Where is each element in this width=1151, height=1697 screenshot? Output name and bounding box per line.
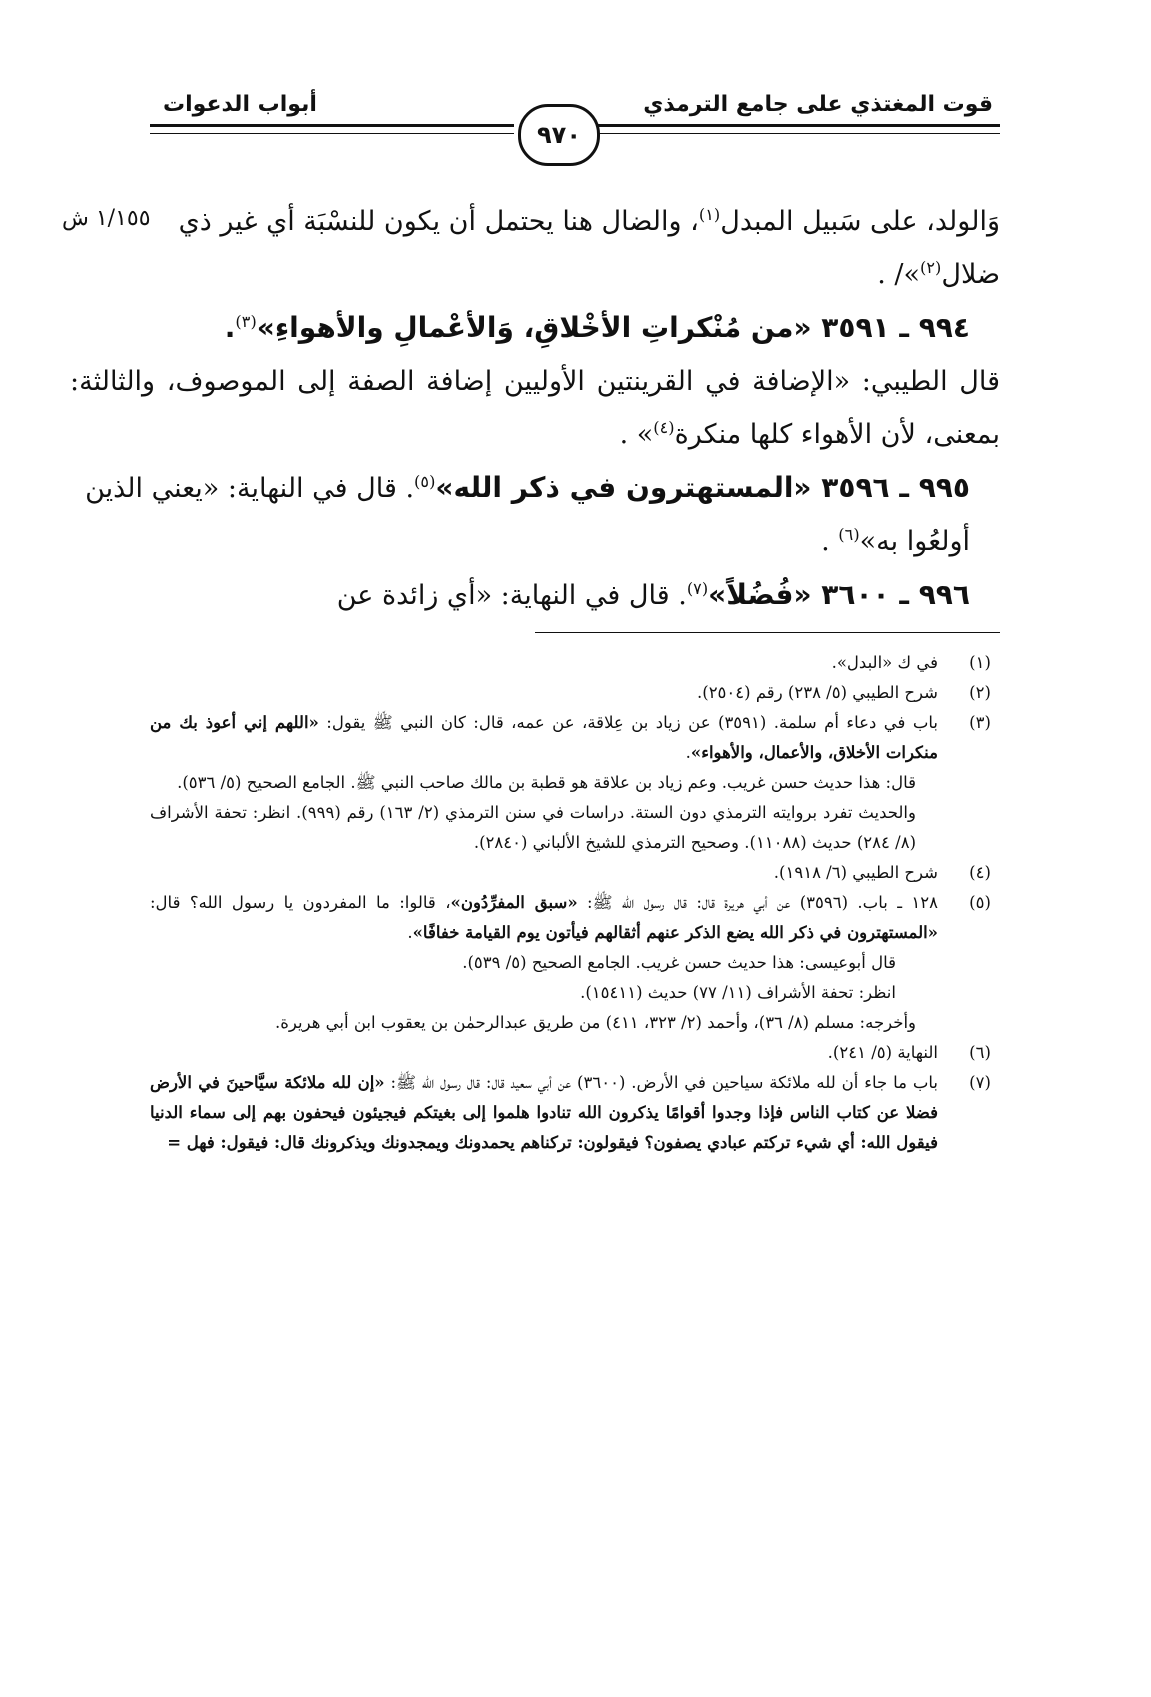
footnote-5 (150, 888, 1000, 1038)
footnote-text: وأخرجه: مسلم (٨/ ٣٦)، وأحمد (٢/ ٣٢٣، ٤١١) من طريق عبدالرحمٰن بن يعقوب ابن أبي هريرة. (275, 1013, 916, 1032)
note-ref: (٢) (919, 258, 942, 277)
header-rule-left-thin (150, 133, 514, 134)
paragraph-continuation (70, 195, 1000, 301)
footnote-4 (150, 858, 1000, 888)
text: . (685, 743, 691, 762)
header-rule-right-thin (598, 133, 1000, 134)
section-title: أبواب الدعوات (163, 92, 317, 117)
note-ref: (٤) (653, 418, 675, 437)
entry-995 (70, 461, 1000, 568)
page-number: ٩٧٠ (518, 104, 600, 166)
note-ref: (١) (698, 205, 721, 224)
footnote-6 (150, 1038, 1000, 1068)
text: . قال في النهاية: «يعني الذين أولعُوا به» (85, 473, 970, 557)
book-title: قوت المغتذي على جامع الترمذي (643, 92, 993, 117)
footnote-number: (٢) (969, 683, 991, 702)
footnote-2 (150, 678, 1000, 708)
footnote-number: (٣) (969, 713, 991, 732)
footnote-text: في ك «البدل». (831, 653, 938, 672)
header-rule-left (150, 124, 514, 127)
footnote-number: (٦) (969, 1043, 991, 1062)
text: . (407, 923, 413, 942)
header-rule-right (598, 124, 1000, 127)
footnote-3 (150, 708, 1000, 858)
footnote-text: قال أبوعيسى: هذا حديث حسن غريب. الجامع الصحيح (٥/ ٥٣٩). (462, 953, 896, 972)
footnote-text: شرح الطيبي (٥/ ٢٣٨) رقم (٢٥٠٤). (697, 683, 938, 702)
entry-heading: ٩٩٦ ـ ٣٦٠٠ «فُضُلاً» (708, 578, 970, 611)
footnote-number: (٤) (969, 863, 991, 882)
text: »/ . (877, 259, 920, 290)
entry-996 (70, 568, 1000, 622)
footnote-number: (٥) (969, 893, 991, 912)
note-ref: (٥) (414, 472, 436, 491)
footnote-1 (150, 648, 1000, 678)
text: ، والضال هنا يحتمل أن يكون للنسْبَة أي غير ذي ضلال (178, 206, 1000, 290)
text: باب في دعاء أم سلمة. (٣٥٩١) عن زياد بن عِلاقة، عن عمه، قال: كان النبي ﷺ يقول: (318, 713, 938, 732)
hadith-quote: «إن لله ملائكة سيَّاحينَ في الأرض فضلا عن كتاب الناس فإذا وجدوا أقوامًا يذكرون الله تنادوا هلموا إلى بغيتكم فيجيئون فيحفون بهم إلى سماء الدنيا فيقول الله: أي شيء تركتم عبادي يصفون؟ فيقولون: تركناهم يحمدونك ويمجدونك ويذكرونك قال: فيقول: فهل = (150, 1073, 938, 1152)
footnote-text (150, 888, 938, 948)
entry-heading: ٩٩٥ ـ ٣٥٩٦ «المستهترون في ذكر الله» (435, 471, 970, 504)
footnote-text (150, 708, 938, 768)
hadith-quote: «اللهم إني أعوذ بك من منكرات الأخلاق، والأعمال، والأهواء» (150, 713, 938, 762)
footnote-text: النهاية (٥/ ٢٤١). (827, 1043, 938, 1062)
hadith-quote: «المستهترون في ذكر الله يضع الذكر عنهم أثقالهم فيأتون يوم القيامة خفافًا» (412, 923, 938, 942)
footnotes (150, 648, 1000, 1158)
main-text (70, 195, 1000, 622)
entry-heading: ٩٩٤ ـ ٣٥٩١ «من مُنْكراتِ الأخْلاقِ، وَالأعْمالِ والأهواءِ» (256, 311, 970, 344)
commentary-994 (70, 355, 1000, 461)
text: باب ما جاء أن لله ملائكة سياحين في الأرض. (٣٦٠٠) عن أبي سعيد قال: قال رسول الله ﷺ: (384, 1073, 938, 1092)
text: قال الطيبي: «الإضافة في القرينتين الأوليين إضافة الصفة إلى الموصوف، والثالثة: بمعنى، لأن الأهواء كلها منكرة (70, 366, 1001, 450)
hadith-quote: «سبق المفرِّدُون» (450, 893, 578, 912)
footnote-text: شرح الطيبي (٦/ ١٩١٨). (773, 863, 938, 882)
text: وَالولد، على سَبيل المبدل (720, 206, 1000, 237)
note-ref: (٦) (838, 525, 860, 544)
footnote-text: قال: هذا حديث حسن غريب. وعم زياد بن علاقة هو قطبة بن مالك صاحب النبي ﷺ. الجامع الصحيح (٥/ ٥٣٦). (177, 773, 916, 792)
margin-note: ١/١٥٥ ش (62, 206, 151, 231)
text: ، قالوا: ما المفردون يا رسول الله؟ قال: (150, 893, 451, 912)
footnote-number: (٧) (969, 1073, 991, 1092)
note-ref: (٣) (235, 312, 257, 331)
entry-994 (70, 301, 1000, 355)
footnote-7 (150, 1068, 1000, 1158)
footnote-text: والحديث تفرد بروايته الترمذي دون الستة. دراسات في سنن الترمذي (٢/ ١٦٣) رقم (٩٩٩). انظر: تحفة الأشراف (٨/ ٢٨٤) حديث (١١٠٨٨). وصحيح الترمذي للشيخ الألباني (٢٨٤٠). (150, 803, 916, 852)
text: . قال في النهاية: «أي زائدة عن (336, 580, 687, 611)
text: . (821, 526, 839, 557)
footnote-number: (١) (969, 653, 991, 672)
footnote-text (150, 1068, 938, 1158)
text: » . (619, 419, 654, 450)
footnote-text: انظر: تحفة الأشراف (١١/ ٧٧) حديث (١٥٤١١). (580, 983, 896, 1002)
footnote-rule (535, 632, 1000, 633)
note-ref: (٧) (686, 579, 709, 598)
text: ١٢٨ ـ باب. (٣٥٩٦) عن أبي هريرة قال: قال رسول الله ﷺ: (577, 893, 939, 912)
entry-end: . (224, 311, 236, 344)
